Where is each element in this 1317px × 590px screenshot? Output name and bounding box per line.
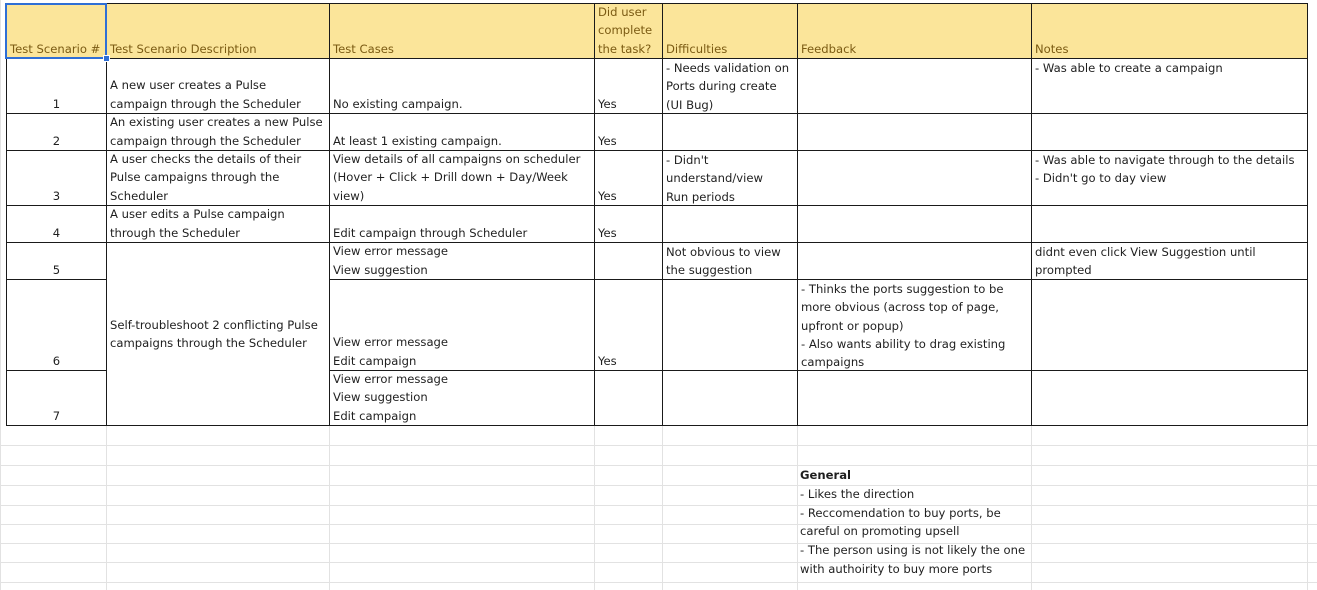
test-cases-cell-line: Edit campaign through Scheduler	[333, 225, 528, 240]
notes-cell-line: - Was able to navigate through to the details	[1035, 153, 1295, 167]
test-cases-cell[interactable]	[330, 206, 594, 242]
test-cases-cell[interactable]	[330, 243, 594, 279]
table-row-border	[329, 370, 1308, 371]
table-column-border	[1307, 3, 1308, 426]
difficulties-cell[interactable]	[663, 243, 797, 279]
scenario-number-cell-text: 4	[52, 225, 61, 240]
scenario-description-cell-line: A user edits a Pulse campaign	[110, 207, 285, 222]
scenario-description-cell-line: through the Scheduler	[110, 225, 240, 240]
test-cases-cell-line: View details of all campaigns on scheduler	[333, 152, 581, 167]
notes-cell[interactable]	[1032, 59, 1307, 113]
grid-row-line	[0, 524, 1317, 525]
test-cases-cell-line: No existing campaign.	[333, 96, 463, 111]
table-column-border	[594, 3, 595, 426]
test-cases-cell[interactable]	[330, 59, 594, 113]
feedback-cell-line: more obvious (across top of page,	[801, 300, 999, 315]
task-completed-cell-text: Yes	[598, 133, 617, 148]
general-item: - The person using is not likely the one	[800, 543, 1026, 558]
scenario-number-cell-text: 6	[52, 353, 61, 368]
test-cases-cell-line: View suggestion	[333, 262, 428, 277]
scenario-number-cell[interactable]	[7, 151, 106, 205]
task-completed-cell-text: Yes	[598, 188, 617, 203]
test-cases-cell-line: View error message	[333, 372, 449, 387]
feedback-cell-line: upfront or popup)	[801, 318, 904, 333]
scenario-number-cell[interactable]	[7, 59, 106, 113]
difficulties-cell-line: - Needs validation on	[666, 61, 790, 75]
header-test-cases-text: Test Cases	[333, 41, 394, 56]
header-test-scenario-description[interactable]	[107, 4, 329, 58]
notes-cell[interactable]	[1032, 243, 1307, 279]
grid-row-line	[0, 582, 1317, 583]
difficulties-cell-line: understand/view	[666, 171, 763, 186]
table-column-border	[329, 3, 330, 426]
scenario-description-cell-line: A user checks the details of their	[110, 152, 302, 167]
table-column-border	[6, 3, 7, 426]
table-row-border	[6, 150, 1308, 151]
table-row-border	[6, 370, 107, 371]
test-cases-cell[interactable]	[330, 114, 594, 150]
grid-column-line	[0, 425, 1, 590]
feedback-cell[interactable]	[798, 371, 1031, 425]
scenario-description-cell-line: campaign through the Scheduler	[110, 96, 301, 111]
scenario-description-cell-line: Pulse campaigns through the	[110, 170, 280, 185]
task-completed-cell[interactable]	[595, 371, 662, 425]
difficulties-cell[interactable]	[663, 280, 797, 370]
header-test-scenario-description-text: Test Scenario Description	[110, 41, 257, 56]
grid-column-line	[662, 425, 663, 590]
header-did-user-complete[interactable]	[595, 4, 662, 58]
header-notes[interactable]	[1032, 4, 1307, 58]
scenario-description-cell[interactable]	[107, 151, 329, 205]
task-completed-cell[interactable]	[595, 206, 662, 242]
task-completed-cell-text: Yes	[598, 353, 617, 368]
difficulties-cell-line: Not obvious to view	[666, 245, 781, 259]
test-cases-cell[interactable]	[330, 371, 594, 425]
merged-scenario-description-cell-line: campaigns through the Scheduler	[110, 336, 307, 350]
table-row-border	[329, 279, 1308, 280]
header-feedback[interactable]	[798, 4, 1031, 58]
test-cases-cell-line: view)	[333, 188, 365, 203]
task-completed-cell[interactable]	[595, 59, 662, 113]
difficulties-cell[interactable]	[663, 114, 797, 150]
feedback-cell[interactable]	[798, 206, 1031, 242]
header-feedback-text: Feedback	[801, 41, 857, 56]
scenario-number-cell-text: 7	[52, 408, 61, 423]
scenario-description-cell-line: An existing user creates a new Pulse	[110, 115, 323, 130]
header-difficulties[interactable]	[663, 4, 797, 58]
scenario-number-cell[interactable]	[7, 243, 106, 279]
notes-cell-line: - Was able to create a campaign	[1035, 61, 1223, 75]
feedback-cell[interactable]	[798, 151, 1031, 205]
scenario-number-cell[interactable]	[7, 206, 106, 242]
difficulties-cell-line: Run periods	[666, 189, 735, 204]
feedback-cell-line: campaigns	[801, 355, 865, 370]
scenario-description-cell[interactable]	[107, 59, 329, 113]
table-row-border	[6, 58, 1308, 59]
test-cases-cell-line: (Hover + Click + Drill down + Day/Week	[333, 170, 568, 185]
notes-cell[interactable]	[1032, 206, 1307, 242]
scenario-description-cell[interactable]	[107, 206, 329, 242]
grid-column-line	[0, 0, 1, 425]
grid-row-line	[0, 562, 1317, 563]
general-item: with authoirity to buy more ports	[800, 561, 993, 576]
grid-column-line	[1307, 425, 1308, 590]
fill-handle[interactable]	[103, 55, 110, 62]
feedback-cell[interactable]	[798, 59, 1031, 113]
grid-row-line	[0, 505, 1317, 506]
general-title: General	[800, 468, 852, 482]
test-cases-cell-line: Edit campaign	[333, 353, 417, 368]
scenario-description-cell-line: A new user creates a Pulse	[110, 78, 267, 93]
header-did-user-complete-line: the task?	[598, 41, 652, 56]
notes-cell[interactable]	[1032, 280, 1307, 370]
grid-column-line	[106, 425, 107, 590]
table-row-border	[6, 242, 1308, 243]
header-notes-text: Notes	[1035, 41, 1069, 56]
difficulties-cell-line: (UI Bug)	[666, 97, 714, 112]
table-column-border	[106, 3, 107, 426]
grid-column-line	[1031, 425, 1032, 590]
scenario-number-cell-text: 1	[52, 96, 61, 111]
notes-cell[interactable]	[1032, 371, 1307, 425]
grid-row-line	[0, 445, 1317, 446]
table-row-border	[6, 113, 1308, 114]
task-completed-cell[interactable]	[595, 114, 662, 150]
feedback-cell[interactable]	[798, 114, 1031, 150]
task-completed-cell[interactable]	[595, 243, 662, 279]
table-row-border	[6, 279, 107, 280]
notes-cell-line: didnt even click View Suggestion until	[1035, 245, 1256, 259]
task-completed-cell-text: Yes	[598, 225, 617, 240]
header-did-user-complete-line: Did user	[598, 5, 647, 20]
table-row-border	[6, 3, 1308, 4]
merged-scenario-description-cell[interactable]	[107, 243, 329, 425]
selected-cell-outline	[5, 3, 107, 59]
header-test-cases[interactable]	[330, 4, 594, 58]
header-did-user-complete-line: complete	[598, 23, 653, 38]
scenario-description-cell-line: campaign through the Scheduler	[110, 133, 301, 148]
merged-scenario-description-cell-line: Self-troubleshoot 2 conflicting Pulse	[110, 317, 318, 332]
grid-row-line	[0, 543, 1317, 544]
table-row-border	[6, 425, 1308, 426]
notes-cell-line: - Didn't go to day view	[1035, 171, 1167, 186]
scenario-description-cell[interactable]	[107, 114, 329, 150]
test-cases-cell-line: Edit campaign	[333, 408, 417, 423]
test-cases-cell-line: View error message	[333, 244, 449, 259]
scenario-number-cell[interactable]	[7, 371, 106, 425]
general-item: - Reccomendation to buy ports, be	[800, 505, 1001, 520]
grid-row-line	[0, 465, 1317, 466]
test-cases-cell-line: View error message	[333, 335, 449, 350]
scenario-number-cell[interactable]	[7, 114, 106, 150]
test-cases-cell[interactable]	[330, 151, 594, 205]
general-item: - Likes the direction	[800, 486, 915, 501]
general-feedback-block[interactable]	[797, 466, 1031, 586]
test-cases-cell-line: At least 1 existing campaign.	[333, 133, 502, 148]
task-completed-cell[interactable]	[595, 280, 662, 370]
notes-cell-line: prompted	[1035, 263, 1092, 278]
difficulties-cell[interactable]	[663, 151, 797, 205]
feedback-cell[interactable]	[798, 280, 1031, 370]
header-difficulties-text: Difficulties	[666, 41, 728, 56]
header-test-scenario-number-text: Test Scenario #	[10, 41, 101, 56]
scenario-number-cell[interactable]	[7, 280, 106, 370]
table-row-border	[6, 205, 1308, 206]
general-item: careful on promoting upsell	[800, 524, 960, 539]
scenario-number-cell-text: 2	[52, 133, 61, 148]
difficulties-cell[interactable]	[663, 59, 797, 113]
scenario-number-cell-text: 5	[52, 262, 61, 277]
grid-column-line	[594, 425, 595, 590]
notes-cell[interactable]	[1032, 114, 1307, 150]
difficulties-cell-line: the suggestion	[666, 263, 753, 278]
feedback-cell-line: - Also wants ability to drag existing	[801, 336, 1006, 351]
task-completed-cell-text: Yes	[598, 96, 617, 111]
notes-cell[interactable]	[1032, 151, 1307, 205]
grid-column-line	[329, 425, 330, 590]
difficulties-cell-line: Ports during create	[666, 79, 777, 94]
feedback-cell[interactable]	[798, 243, 1031, 279]
test-cases-cell[interactable]	[330, 280, 594, 370]
grid-row-line	[0, 485, 1317, 486]
difficulties-cell-line: - Didn't	[666, 153, 709, 167]
difficulties-cell[interactable]	[663, 206, 797, 242]
table-column-border	[662, 3, 663, 426]
feedback-cell-line: - Thinks the ports suggestion to be	[801, 282, 1004, 296]
table-column-border	[797, 3, 798, 426]
scenario-description-cell-line: Scheduler	[110, 188, 169, 203]
test-cases-cell-line: View suggestion	[333, 390, 428, 405]
task-completed-cell[interactable]	[595, 151, 662, 205]
difficulties-cell[interactable]	[663, 371, 797, 425]
scenario-number-cell-text: 3	[52, 188, 61, 203]
table-column-border	[1031, 3, 1032, 426]
